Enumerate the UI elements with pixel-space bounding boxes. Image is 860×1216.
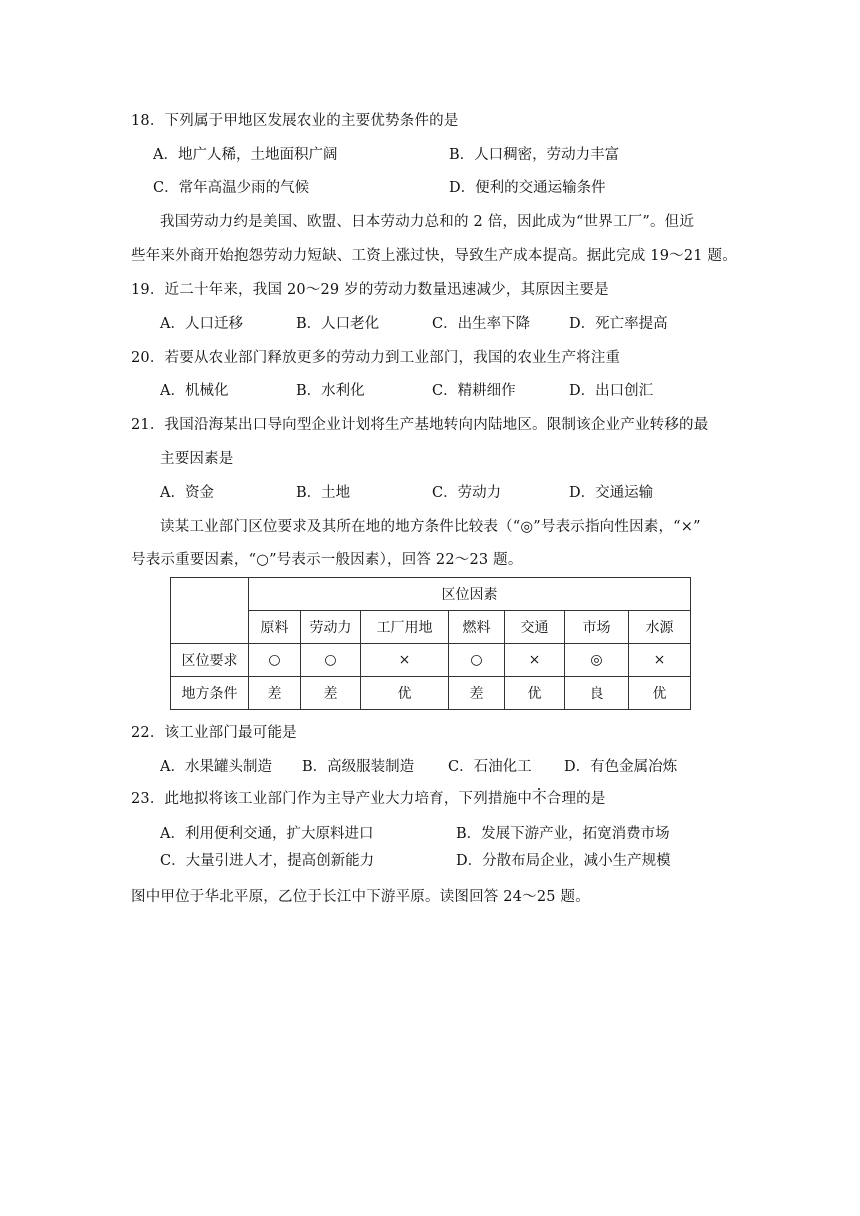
- table-cell: ◎: [565, 644, 629, 677]
- q21-option-d: D．交通运输: [569, 485, 654, 501]
- table-column-header: 市场: [565, 611, 629, 644]
- q23-option-b: B．发展下游产业，拓宽消费市场: [456, 826, 670, 842]
- table-column-header: 原料: [249, 611, 301, 644]
- q22-stem: 22．该工业部门最可能是: [131, 725, 297, 741]
- q23-option-a: A．利用便利交通，扩大原料进口: [160, 826, 374, 842]
- q21-stem-line1: 21．我国沿海某出口导向型企业计划将生产基地转向内陆地区。限制该企业产业转移的最: [131, 417, 709, 433]
- table-row-label: 区位要求: [171, 644, 249, 677]
- passage1-line2: 些年来外商开始抱怨劳动力短缺、工资上涨过快，导致生产成本提高。据此完成 19～21 题。: [131, 248, 737, 264]
- q18-option-c: C．常年高温少雨的气候: [153, 180, 310, 196]
- q18-stem: 18．下列属于甲地区发展农业的主要优势条件的是: [131, 113, 459, 129]
- q21-stem-line2: 主要因素是: [160, 451, 234, 467]
- q18-option-b: B．人口稠密，劳动力丰富: [449, 147, 620, 163]
- passage1-line1: 我国劳动力约是美国、欧盟、日本劳动力总和的 2 倍，因此成为“世界工厂”。但近: [160, 214, 695, 230]
- q19-stem: 19．近二十年来，我国 20～29 岁的劳动力数量迅速减少，其原因主要是: [131, 282, 609, 298]
- q22-option-d: D．有色金属冶炼: [564, 759, 678, 775]
- q23-option-c: C．大量引进人才，提高创新能力: [160, 853, 375, 869]
- table-row: [171, 677, 691, 710]
- q20-option-c: C．精耕细作: [432, 383, 516, 399]
- table-cell: 优: [361, 677, 449, 710]
- table-column-header: 交通: [505, 611, 565, 644]
- passage2-line2: 号表示重要因素，“○”号表示一般因素），回答 22～23 题。: [131, 552, 523, 568]
- table-row-label: 地方条件: [171, 677, 249, 710]
- table-column-header: 工厂用地: [361, 611, 449, 644]
- q23-option-d: D．分散布局企业，减小生产规模: [456, 853, 671, 869]
- table-cell: ×: [505, 644, 565, 677]
- q21-option-c: C．劳动力: [432, 485, 502, 501]
- q19-option-d: D．死亡率提高: [569, 316, 668, 332]
- table-cell: 优: [505, 677, 565, 710]
- table-column-header: 劳动力: [301, 611, 361, 644]
- location-factor-table: [170, 577, 691, 710]
- table-cell: ×: [361, 644, 449, 677]
- q23-stem: [131, 789, 606, 809]
- q19-option-b: B．人口老化: [296, 316, 380, 332]
- q18-option-a: A．地广人稀，土地面积广阔: [153, 147, 338, 163]
- passage3-line1: 图中甲位于华北平原，乙位于长江中下游平原。读图回答 24～25 题。: [131, 889, 590, 905]
- table-cell: ○: [249, 644, 301, 677]
- table-cell: ○: [449, 644, 505, 677]
- q21-option-a: A．资金: [160, 485, 214, 501]
- q23-stem-pre: 23．此地拟将该工业部门作为主导产业大力培育，下列措施中: [131, 791, 533, 807]
- q20-option-b: B．水利化: [296, 383, 365, 399]
- q20-stem: 20．若要从农业部门释放更多的劳动力到工业部门，我国的农业生产将注重: [131, 350, 621, 366]
- table-cell: 良: [565, 677, 629, 710]
- table-cell: 差: [249, 677, 301, 710]
- table-cell: 差: [301, 677, 361, 710]
- q22-option-b: B．高级服装制造: [302, 759, 415, 775]
- table-row: [171, 644, 691, 677]
- q18-option-d: D．便利的交通运输条件: [449, 180, 606, 196]
- q22-option-c: C．石油化工: [448, 759, 532, 775]
- q23-stem-emphasis: 不: [532, 791, 547, 807]
- table-cell: 差: [449, 677, 505, 710]
- table-column-header: 水源: [629, 611, 691, 644]
- table-cell: ○: [301, 644, 361, 677]
- q20-option-a: A．机械化: [160, 383, 229, 399]
- q19-option-c: C．出生率下降: [432, 316, 531, 332]
- table-cell: 优: [629, 677, 691, 710]
- table-column-header: 燃料: [449, 611, 505, 644]
- table-group-header: 区位因素: [249, 578, 691, 611]
- table-cell: ×: [629, 644, 691, 677]
- q20-option-d: D．出口创汇: [569, 383, 654, 399]
- q22-option-a: A．水果罐头制造: [160, 759, 272, 775]
- q23-stem-post: 合理的是: [546, 791, 606, 807]
- q19-option-a: A．人口迁移: [160, 316, 243, 332]
- table-corner-cell: [171, 578, 249, 644]
- passage2-line1: 读某工业部门区位要求及其所在地的地方条件比较表（“◎”号表示指向性因素，“×”: [160, 519, 701, 535]
- q21-option-b: B．土地: [296, 485, 351, 501]
